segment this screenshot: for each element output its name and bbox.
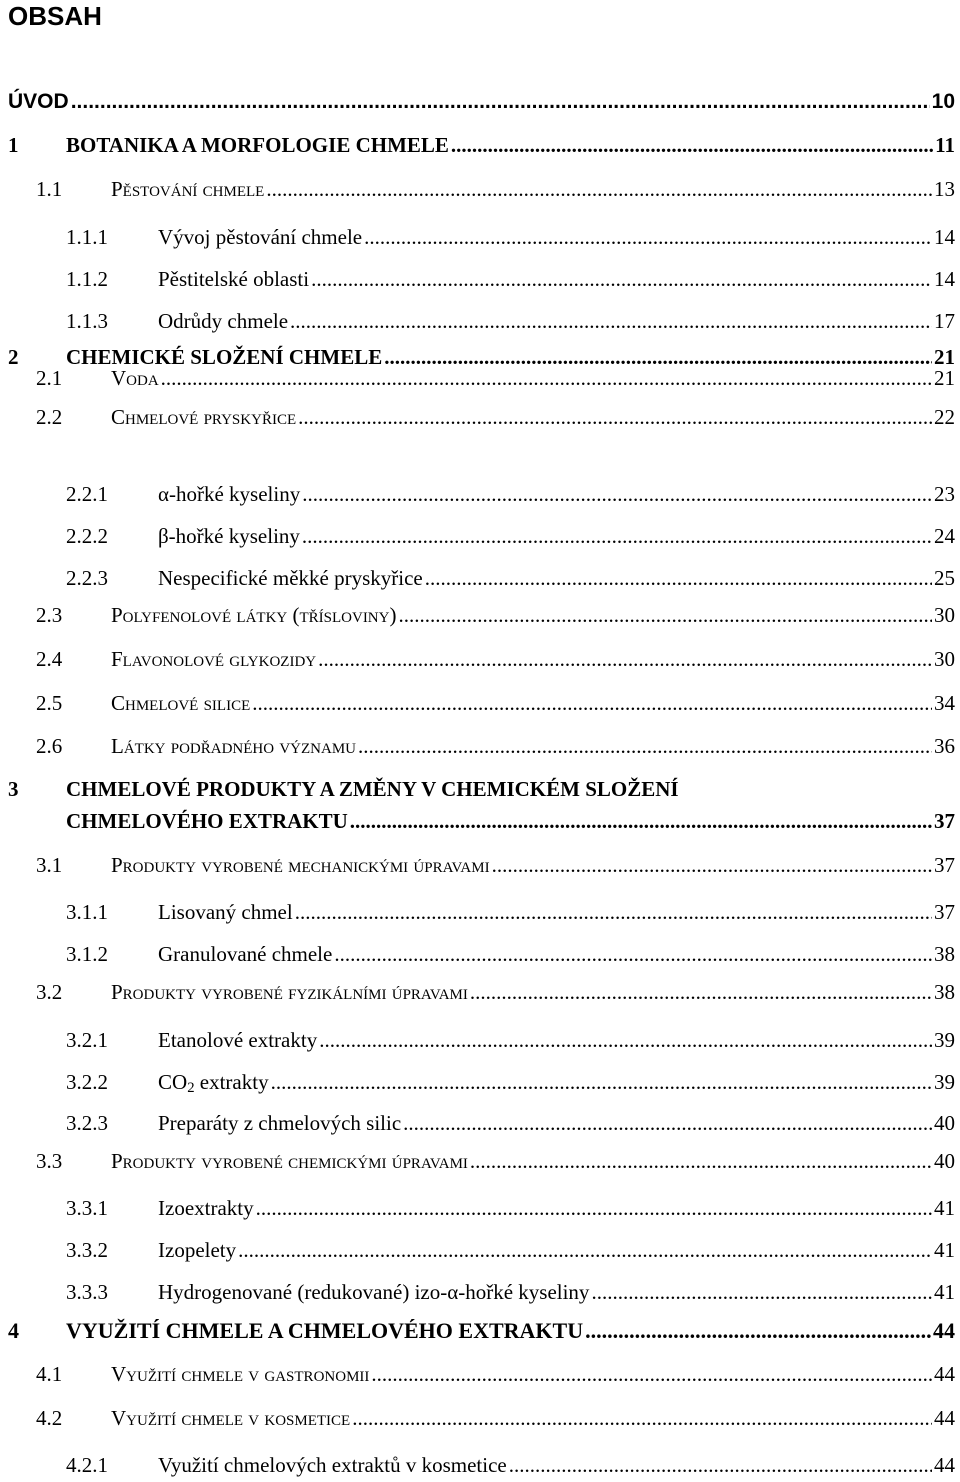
toc-dot-leader [585,1318,931,1344]
toc-entry-title: Nespecifické měkké pryskyřice [158,566,423,590]
toc-entry-number: 2.2.2 [66,524,108,548]
toc-page-number[interactable]: 39 [934,1028,955,1052]
toc-dot-leader [256,1196,932,1221]
toc-page-number[interactable]: 24 [934,524,955,548]
toc-entry-number: 3.3.2 [66,1238,108,1262]
toc-entry-title-tail: extrakty [194,1070,269,1094]
toc-entry-number: 4.2 [36,1406,63,1430]
toc-page-number[interactable]: 41 [934,1280,955,1304]
toc-entry-title: Flavonolové glykozidy [111,647,317,671]
toc-page-number[interactable]: 38 [934,942,955,966]
toc-page-number[interactable]: 41 [934,1238,955,1262]
toc-page-number[interactable]: 11 [935,133,955,157]
toc-page-number[interactable]: 21 [934,345,955,369]
toc-entry-number: 3.2.1 [66,1028,108,1052]
toc-dot-leader [290,309,932,334]
toc-page-number[interactable]: 23 [934,482,955,506]
toc-dot-leader [302,524,932,549]
toc-dot-leader [295,900,932,925]
toc-entry-title: β-hořké kyseliny [158,524,300,548]
toc-page-number[interactable]: 37 [934,809,955,833]
toc-page-number[interactable]: 44 [934,1406,955,1430]
toc-entry-number: 2.3 [36,603,63,627]
toc-entry-title: CHEMICKÉ SLOŽENÍ CHMELE [66,345,383,369]
toc-dot-leader [319,1028,932,1053]
toc-entry-title: Chmelové pryskyřice [111,405,297,429]
toc-entry-number: 2.1 [36,366,63,390]
toc-entry-title: Voda [111,366,159,390]
toc-page-number[interactable]: 41 [934,1196,955,1220]
toc-entry-title: Granulované chmele [158,942,333,966]
toc-page-number[interactable]: 30 [934,647,955,671]
toc-entry-title: $CO_2$ extrakty [158,1070,269,1096]
toc-entry-number: 3.2.3 [66,1111,108,1135]
toc-entry-number: 1.1 [36,177,63,201]
toc-page-number[interactable]: 40 [934,1149,955,1173]
toc-page-number[interactable]: 34 [934,691,955,715]
toc-page-number[interactable]: 30 [934,603,955,627]
toc-entry-title: CHMELOVÉ PRODUKTY A ZMĚNY V CHEMICKÉM SLOŽENÍ [66,777,679,801]
toc-entry-number: 3.2.2 [66,1070,108,1094]
toc-entry-number: 3.1 [36,853,63,877]
toc-entry-title: Produkty vyrobené chemickými úpravami [111,1149,468,1173]
toc-entry-title: Polyfenolové látky (třísloviny) [111,603,397,627]
toc-dot-leader [352,1406,932,1431]
toc-page-number[interactable]: 22 [934,405,955,429]
toc-page-number[interactable]: 44 [934,1362,955,1386]
toc-entry-title: CHMELOVÉHO EXTRAKTU [66,809,348,833]
toc-entry-number: 2.4 [36,647,63,671]
toc-entry-number: 1.1.1 [66,225,108,249]
toc-entry-title: VYUŽITÍ CHMELE A CHMELOVÉHO EXTRAKTU [66,1318,584,1343]
toc-entry-number: 2.5 [36,691,63,715]
toc-dot-leader [398,603,932,628]
toc-dot-leader [403,1111,932,1136]
toc-entry-number: 3.1.2 [66,942,108,966]
toc-entry-number: 2.2.1 [66,482,108,506]
page-title: OBSAH [8,1,102,31]
toc-page-number[interactable]: 37 [934,853,955,877]
toc-page-number[interactable]: 39 [934,1070,955,1094]
toc-entry-number: 2.2 [36,405,63,429]
toc-dot-leader [318,647,932,672]
toc-entry-number: 3.1.1 [66,900,108,924]
toc-page-number[interactable]: 10 [931,90,955,113]
toc-dot-leader [238,1238,932,1263]
toc-entry-title: Hydrogenované (redukované) izo-α-hořké kyseliny [158,1280,590,1304]
toc-entry-title: Izoextrakty [158,1196,254,1220]
toc-entry-title: Využití chmelových extraktů v kosmetice [158,1453,507,1477]
toc-page-number[interactable]: 25 [934,566,955,590]
toc-dot-leader [425,566,932,591]
toc-entry-title: Vývoj pěstování chmele [158,225,363,249]
toc-entry-title: Lisovaný chmel [158,900,293,924]
toc-page-number[interactable]: 14 [934,267,955,291]
toc-entry-number: 1.1.3 [66,309,108,333]
toc-page-number[interactable]: 13 [934,177,955,201]
toc-entry-title: Pěstitelské oblasti [158,267,310,291]
toc-dot-leader [266,177,932,202]
toc-dot-leader [358,734,932,759]
toc-entry-number: 3 [8,777,19,801]
toc-entry-number: 2.2.3 [66,566,108,590]
toc-entry-title: Chmelové silice [111,691,251,715]
toc-entry-number: 3.2 [36,980,63,1004]
toc-entry-title: Látky podřadného významu [111,734,356,758]
toc-dot-leader [470,980,932,1005]
toc-entry-title: Produkty vyrobené mechanickými úpravami [111,853,490,877]
toc-entry-number: 3.3.3 [66,1280,108,1304]
toc-entry-title: Izopelety [158,1238,237,1262]
toc-page-number[interactable]: 44 [934,1453,955,1477]
toc-page-number[interactable]: 38 [934,980,955,1004]
toc-dot-leader [271,1070,932,1095]
toc-entry-number: 4 [8,1318,19,1343]
toc-entry-title: Využití chmele v gastronomii [111,1362,370,1386]
toc-page-number[interactable]: 44 [933,1318,955,1343]
toc-entry-title: α-hořké kyseliny [158,482,301,506]
toc-entry-title: Produkty vyrobené fyzikálními úpravami [111,980,468,1004]
toc-entry-title: ÚVOD [8,90,69,113]
toc-entry-subscript: 2 [187,1080,195,1096]
toc-entry-number: 3.3 [36,1149,63,1173]
toc-entry-title: Etanolové extrakty [158,1028,318,1052]
toc-entry-number: 4.1 [36,1362,63,1386]
toc-dot-leader [470,1149,932,1174]
toc-dot-leader [492,853,932,878]
toc-page-number[interactable]: 21 [934,366,955,390]
toc-entry-title: Preparáty z chmelových silic [158,1111,402,1135]
toc-entry-title: Pěstování chmele [111,177,265,201]
toc-page-number[interactable]: 36 [934,734,955,758]
toc-entry-number: 2 [8,345,19,369]
toc-entry-number: 4.2.1 [66,1453,108,1477]
toc-entry-number: 3.3.1 [66,1196,108,1220]
toc-dot-leader [509,1453,932,1478]
toc-dot-leader [451,133,933,158]
toc-dot-leader [71,90,930,114]
toc-entry-number: 1 [8,133,19,157]
toc-page-number[interactable]: 17 [934,309,955,333]
toc-dot-leader [161,366,932,391]
toc-dot-leader [252,691,932,716]
toc-page-number[interactable]: 37 [934,900,955,924]
toc-entry-title: Odrůdy chmele [158,309,289,333]
toc-dot-leader [311,267,932,292]
toc-dot-leader [364,225,932,250]
toc-entry-number: 2.6 [36,734,63,758]
toc-dot-leader [350,809,932,834]
toc-dot-leader [371,1362,932,1387]
toc-dot-leader [298,405,932,430]
toc-dot-leader [591,1280,932,1305]
toc-entry-title: BOTANIKA A MORFOLOGIE CHMELE [66,133,449,157]
toc-entry-number: 1.1.2 [66,267,108,291]
toc-dot-leader [334,942,932,967]
toc-entry-title: Využití chmele v kosmetice [111,1406,351,1430]
toc-dot-leader [302,482,932,507]
toc-page-number[interactable]: 40 [934,1111,955,1135]
toc-page-number[interactable]: 14 [934,225,955,249]
